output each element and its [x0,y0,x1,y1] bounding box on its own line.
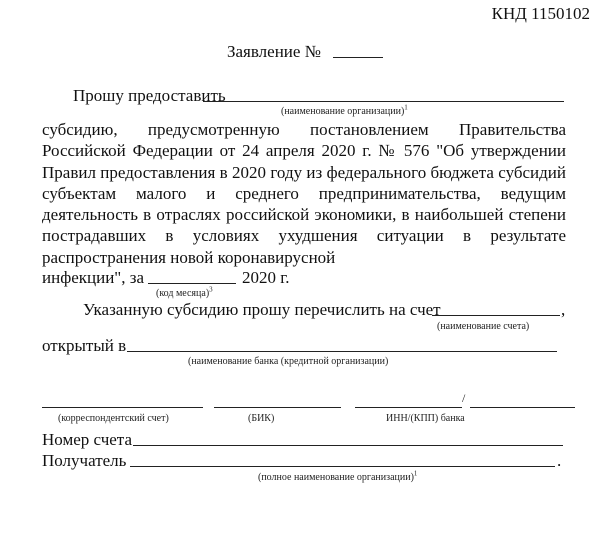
organization-caption [281,103,408,118]
transfer-text: Указанную субсидию прошу перечислить на счет [83,300,441,320]
bik-caption: (БИК) [248,413,275,425]
transfer-row [0,300,600,320]
page-title: Заявление № [227,42,321,61]
application-number-field[interactable] [333,57,383,58]
account-number-label: Номер счета [42,430,132,450]
recipient-caption [258,469,418,484]
recipient-field[interactable] [130,466,555,467]
month-caption [156,285,213,300]
account-number-row [0,430,600,450]
footnote-marker: 1 [404,103,408,112]
caption-text: (код месяца) [156,288,210,300]
recipient-row [0,451,600,471]
correspondent-account-field[interactable] [42,407,203,408]
request-row [0,86,600,106]
bank-details-row [0,392,600,412]
inn-kpp-caption: ИНН/(КПП) банка [386,413,465,425]
recipient-period: . [557,451,562,471]
recipient-label: Получатель [42,451,127,471]
inn-field[interactable] [355,407,462,408]
subsidy-paragraph: субсидию, предусмотренную постановлением Правительства Российской Федерации от 24 апреля 2020 г. № 576 "Об утверждении Правил предоставления в 2020 году из федерального бюджета субсидий субъектам малого и среднего предпринимательства, ведущим деятельность в отраслях российской экономики, в наибольшей степени пострадавших в условиях ухудшения ситуации в результате распространения новой коронавирусной [42,120,566,267]
request-prefix: Прошу предоставить [73,86,226,105]
recipient-caption-row [0,469,600,484]
correspondent-account-caption: (корреспондентский счет) [58,413,169,425]
account-name-field[interactable] [432,315,560,316]
footnote-marker: 1 [413,469,418,478]
kpp-field[interactable] [470,407,575,408]
account-name-caption: (наименование счета) [437,321,530,333]
knd-code: КНД 1150102 [491,4,590,23]
bank-caption-row [0,356,600,368]
period-row [0,268,600,288]
slash-separator: / [462,391,466,406]
bik-field[interactable] [214,407,341,408]
bank-details-caption-row [0,413,600,425]
header-row [0,4,600,24]
caption-text: (наименование организации) [281,106,405,117]
caption-text: (полное наименование организации) [258,472,414,484]
organization-name-field[interactable] [203,101,564,102]
opened-in-label: открытый в [42,336,127,356]
last-line-prefix: инфекции", за [42,268,145,288]
account-name-caption-row [0,321,600,333]
bank-name-field[interactable] [127,351,557,352]
year-text: 2020 г. [242,268,290,288]
footnote-marker: 3 [209,285,213,294]
transfer-comma: , [561,300,566,320]
bank-row [0,336,600,356]
month-code-field[interactable] [148,283,236,284]
month-caption-row [0,285,600,300]
bank-caption: (наименование банка (кредитной организации) [188,356,389,368]
account-number-field[interactable] [133,445,563,446]
organization-caption-row [0,103,600,118]
title-row [0,42,600,62]
